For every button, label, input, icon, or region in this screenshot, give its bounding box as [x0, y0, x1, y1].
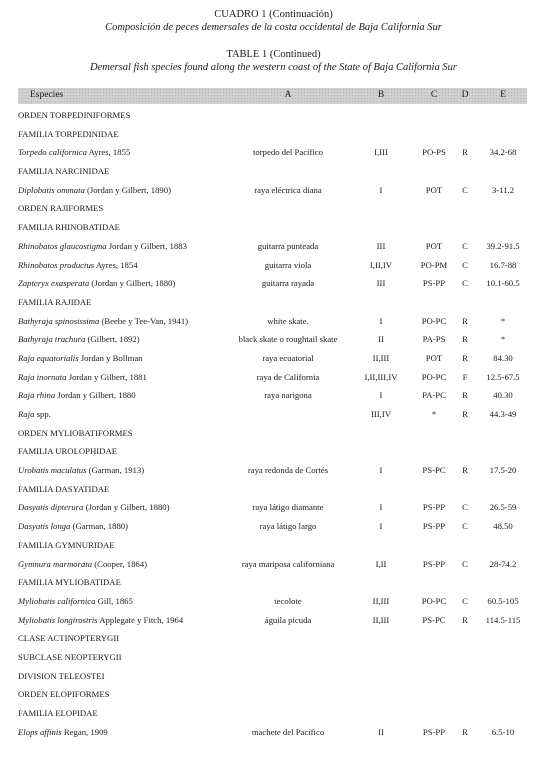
- species-name: [18, 592, 133, 611]
- table-header: [18, 88, 527, 104]
- species-authority: (Cooper, 1864): [92, 558, 147, 569]
- scientific-name: Raja rhina: [18, 390, 56, 401]
- scientific-name: Zapteryx exasperata: [18, 278, 90, 289]
- taxon-group-row: [18, 162, 527, 181]
- taxon-group-row: [18, 685, 527, 704]
- common-name: águila picuda: [264, 614, 312, 625]
- col-b-value: II,III: [372, 352, 390, 363]
- col-d-value: C: [462, 184, 468, 195]
- taxon-group-row: [18, 573, 527, 592]
- species-name: [18, 461, 144, 480]
- common-name: guitarra viola: [264, 259, 312, 270]
- taxon-group-label: ORDEN ELOPIFORMES: [18, 689, 110, 700]
- col-e-value: 10.1-60.5: [486, 278, 520, 289]
- col-e-value: 114.5-115: [485, 614, 521, 625]
- species-authority: Applegate y Fitch, 1964: [97, 614, 184, 625]
- scientific-name: Bathyraja trachura: [18, 334, 86, 345]
- col-c-value: PA-PS: [422, 334, 446, 345]
- species-name: [18, 386, 136, 405]
- species-name: [18, 498, 170, 517]
- col-d-value: R: [462, 390, 468, 401]
- taxon-group-row: [18, 629, 527, 648]
- scientific-name: Raja: [18, 409, 35, 419]
- col-c-value: PS-PP: [422, 502, 446, 513]
- col-header-d: D: [461, 90, 469, 100]
- col-b-value: I,II: [375, 558, 387, 569]
- table-title-es: CUADRO 1 (Continuación): [214, 9, 333, 20]
- col-d-value: C: [462, 240, 468, 251]
- taxon-group-label: DIVISION TELEOSTEI: [18, 670, 105, 681]
- species-name: [18, 349, 143, 368]
- taxon-group-row: [18, 648, 527, 667]
- col-c-value: POT: [425, 240, 443, 251]
- col-d-value: F: [462, 371, 468, 382]
- common-name: guitarra punteada: [257, 240, 319, 251]
- col-b-value: III: [376, 278, 386, 289]
- taxon-group-row: [18, 442, 527, 461]
- col-b-value: II,III: [372, 595, 390, 606]
- col-b-value: II: [378, 726, 384, 737]
- species-row: [18, 555, 527, 574]
- scientific-name: Elops affinis: [18, 726, 62, 737]
- col-d-value: C: [462, 521, 468, 532]
- species-authority: (Jordan y Gilbert, 1880): [83, 502, 170, 513]
- col-b-value: I: [379, 521, 383, 532]
- col-e-value: 44.3-49: [489, 409, 517, 419]
- col-header-b: B: [377, 90, 385, 100]
- species-authority: Jordan y Gilbert, 1880: [55, 390, 136, 401]
- col-e-value: 16.7-88: [489, 259, 517, 270]
- common-name: raya látigo largo: [259, 521, 317, 532]
- col-d-value: R: [462, 334, 468, 345]
- col-b-value: I: [379, 502, 383, 513]
- taxon-group-label: FAMILIA GYMNURIDAE: [18, 539, 115, 550]
- species-row: [18, 611, 527, 630]
- col-b-value: III,IV: [370, 409, 392, 419]
- taxon-group-label: FAMILIA RHINOBATIDAE: [18, 222, 120, 233]
- common-name: tecolote: [274, 595, 302, 606]
- scientific-name: Urobatis maculatus: [18, 465, 87, 476]
- col-e-value: 26.5-59: [489, 502, 517, 513]
- species-authority: Jordan y Gilbert, 1883: [106, 240, 187, 251]
- species-row: [18, 386, 527, 405]
- taxon-group-row: [18, 424, 527, 443]
- col-c-value: PO-PC: [421, 595, 447, 606]
- scientific-name: Bathyraja spinosissima: [18, 315, 100, 326]
- col-e-value: 48.50: [493, 521, 513, 532]
- common-name: raya eléctrica diana: [254, 184, 322, 195]
- table-subtitle-es: Composición de peces demersales de la costa occidental de Baja California Sur: [105, 22, 442, 33]
- col-c-value: POT: [425, 184, 443, 195]
- taxon-group-label: ORDEN TORPEDINIFORMES: [18, 110, 131, 120]
- col-d-value: R: [462, 352, 468, 363]
- col-d-value: R: [462, 409, 468, 419]
- col-b-value: I,II,III,IV: [364, 371, 398, 382]
- common-name: raya látigo diamante: [252, 502, 324, 513]
- scientific-name: Gymnura marmorata: [18, 558, 93, 569]
- table-body: [18, 106, 527, 741]
- table-subtitle-en: Demersal fish species found along the western coast of the State of Baja California Sur: [90, 62, 457, 73]
- col-d-value: C: [462, 278, 468, 289]
- col-e-value: 3-11.2: [491, 184, 515, 195]
- common-name: raya redonda de Cortés: [247, 465, 329, 476]
- col-b-value: I,III: [374, 147, 388, 158]
- species-name: [18, 237, 187, 256]
- scientific-name: Diplobatis ommata: [18, 184, 85, 195]
- taxon-group-row: [18, 293, 527, 312]
- col-b-value: I: [379, 390, 383, 401]
- species-authority: Regan, 1909: [61, 726, 108, 737]
- species-row: [18, 181, 527, 200]
- col-d-value: R: [462, 315, 468, 326]
- col-b-value: III: [376, 240, 386, 251]
- col-e-value: 28-74.2: [489, 558, 517, 569]
- common-name: black skate o roughtail skate: [238, 334, 338, 345]
- species-name: [18, 405, 51, 424]
- species-name: [18, 330, 140, 349]
- col-c-value: PS-PP: [422, 521, 446, 532]
- species-row: [18, 237, 527, 256]
- col-b-value: I: [379, 315, 383, 326]
- col-c-value: POT: [425, 352, 443, 363]
- species-authority: Jordan y Gilbert, 1881: [66, 371, 147, 382]
- col-e-value: 84.30: [493, 352, 513, 363]
- col-c-value: PS-PP: [422, 278, 446, 289]
- table-title-en: TABLE 1 (Continued): [226, 49, 321, 60]
- scientific-name: Rhinobatos productus: [18, 259, 95, 270]
- taxon-group-label: FAMILIA RAJIDAE: [18, 296, 92, 307]
- col-d-value: C: [462, 502, 468, 513]
- taxon-group-label: ORDEN RAJIFORMES: [18, 203, 104, 214]
- col-b-value: I: [379, 184, 383, 195]
- taxon-group-label: FAMILIA MYLIOBATIDAE: [18, 577, 121, 588]
- col-c-value: PO-PM: [420, 259, 448, 270]
- species-authority: spp.: [34, 409, 51, 419]
- species-authority: (Jordan y Gilbert, 1880): [89, 278, 176, 289]
- col-e-value: 39.2-91.5: [486, 240, 520, 251]
- species-row: [18, 349, 527, 368]
- taxon-group-row: [18, 199, 527, 218]
- col-d-value: C: [462, 595, 468, 606]
- species-authority: Ayres, 1854: [94, 259, 138, 270]
- scientific-name: Rhinobatos glaucostigma: [18, 240, 107, 251]
- col-d-value: C: [462, 558, 468, 569]
- scientific-name: Torpedo californica: [18, 147, 87, 158]
- species-row: [18, 405, 527, 424]
- species-row: [18, 592, 527, 611]
- col-c-value: PS-PP: [422, 726, 446, 737]
- species-row: [18, 143, 527, 162]
- col-d-value: R: [462, 147, 468, 158]
- col-e-value: 6.5-10: [491, 726, 515, 737]
- col-e-value: 60.5-105: [487, 595, 519, 606]
- scientific-name: Raja equatorialis: [18, 352, 79, 363]
- species-name: [18, 611, 183, 630]
- species-authority: (Garman, 1880): [70, 521, 129, 532]
- scientific-name: Raja inornata: [18, 371, 67, 382]
- header-spanish: [0, 8, 547, 34]
- species-authority: (Gilbert, 1892): [85, 334, 140, 345]
- col-d-value: R: [462, 465, 468, 476]
- species-name: [18, 723, 108, 742]
- taxon-group-row: [18, 125, 527, 144]
- col-c-value: PA-PC: [422, 390, 446, 401]
- common-name: machete del Pacífico: [251, 726, 325, 737]
- col-b-value: II: [378, 334, 384, 345]
- taxon-group-row: [18, 704, 527, 723]
- common-name: raya ecuatorial: [262, 352, 314, 363]
- species-name: [18, 555, 147, 574]
- scientific-name: Dasyatis dipterura: [18, 502, 84, 513]
- scientific-name: Myliobatis longirostris: [18, 614, 98, 625]
- taxon-group-label: FAMILIA DASYATIDAE: [18, 483, 110, 494]
- scientific-name: Myliobatis californica: [18, 595, 96, 606]
- col-e-value: 12.5-67.5: [486, 371, 520, 382]
- common-name: guitarra rayada: [261, 278, 315, 289]
- header-english: [0, 48, 547, 74]
- species-row: [18, 256, 527, 275]
- species-name: [18, 368, 147, 387]
- species-authority: Gill, 1865: [95, 595, 133, 606]
- col-e-value: 17.5-20: [489, 465, 517, 476]
- col-b-value: I,II,IV: [369, 259, 393, 270]
- common-name: raya mariposa californiana: [241, 558, 335, 569]
- species-row: [18, 517, 527, 536]
- species-row: [18, 461, 527, 480]
- col-e-value: 34.2-68: [489, 147, 517, 158]
- col-header-especies: Especies: [30, 90, 64, 100]
- taxon-group-row: [18, 536, 527, 555]
- common-name: raya narigona: [264, 390, 312, 401]
- scientific-name: Dasyatis longa: [18, 521, 71, 532]
- col-c-value: PS-PC: [422, 465, 446, 476]
- common-name: torpedo del Pacífico: [253, 147, 323, 158]
- species-authority: (Jordan y Gilbert, 1890): [84, 184, 171, 195]
- col-c-value: *: [431, 409, 437, 419]
- col-header-c: C: [430, 90, 438, 100]
- taxon-group-label: FAMILIA UROLOPHIDAE: [18, 446, 118, 457]
- taxon-group-label: FAMILIA NARCINIDAE: [18, 166, 110, 177]
- col-d-value: R: [462, 726, 468, 737]
- taxon-group-label: FAMILIA TORPEDINIDAE: [18, 128, 119, 139]
- taxon-group-row: [18, 667, 527, 686]
- species-name: [18, 517, 128, 536]
- species-name: [18, 274, 175, 293]
- col-c-value: PO-PC: [421, 315, 447, 326]
- species-authority: Jordan y Bollman: [78, 352, 143, 363]
- col-e-value: 40.30: [493, 390, 513, 401]
- taxon-group-row: [18, 480, 527, 499]
- species-row: [18, 368, 527, 387]
- col-header-e: E: [500, 90, 506, 100]
- common-name: white skate.: [267, 315, 309, 326]
- species-authority: (Garman, 1913): [86, 465, 145, 476]
- col-e-value: *: [500, 315, 506, 326]
- col-e-value: *: [500, 334, 506, 345]
- species-row: [18, 312, 527, 331]
- col-c-value: PO-PS: [422, 147, 446, 158]
- common-name: raya de California: [256, 371, 320, 382]
- species-row: [18, 330, 527, 349]
- taxon-group-label: FAMILIA ELOPIDAE: [18, 708, 98, 718]
- species-name: [18, 181, 171, 200]
- species-name: [18, 143, 130, 162]
- taxon-group-row: [18, 106, 527, 125]
- species-row: [18, 274, 527, 293]
- species-name: [18, 256, 138, 275]
- col-d-value: C: [462, 259, 468, 270]
- species-authority: (Beebe y Tee-Van, 1941): [99, 315, 189, 326]
- col-b-value: II,III: [372, 614, 390, 625]
- col-c-value: PS-PP: [422, 558, 446, 569]
- species-row: [18, 723, 527, 742]
- species-row: [18, 498, 527, 517]
- taxon-group-label: CLASE ACTINOPTERYGII: [18, 633, 120, 644]
- col-c-value: PS-PC: [422, 614, 446, 625]
- species-name: [18, 312, 188, 331]
- col-header-a: A: [284, 90, 292, 100]
- col-d-value: R: [462, 614, 468, 625]
- taxon-group-label: ORDEN MYLIOBATIFORMES: [18, 427, 133, 438]
- col-c-value: PO-PC: [421, 371, 447, 382]
- taxon-group-row: [18, 218, 527, 237]
- taxon-group-label: SUBCLASE NEOPTERYGII: [18, 651, 122, 662]
- species-authority: Ayres, 1855: [86, 147, 131, 158]
- col-b-value: I: [379, 465, 383, 476]
